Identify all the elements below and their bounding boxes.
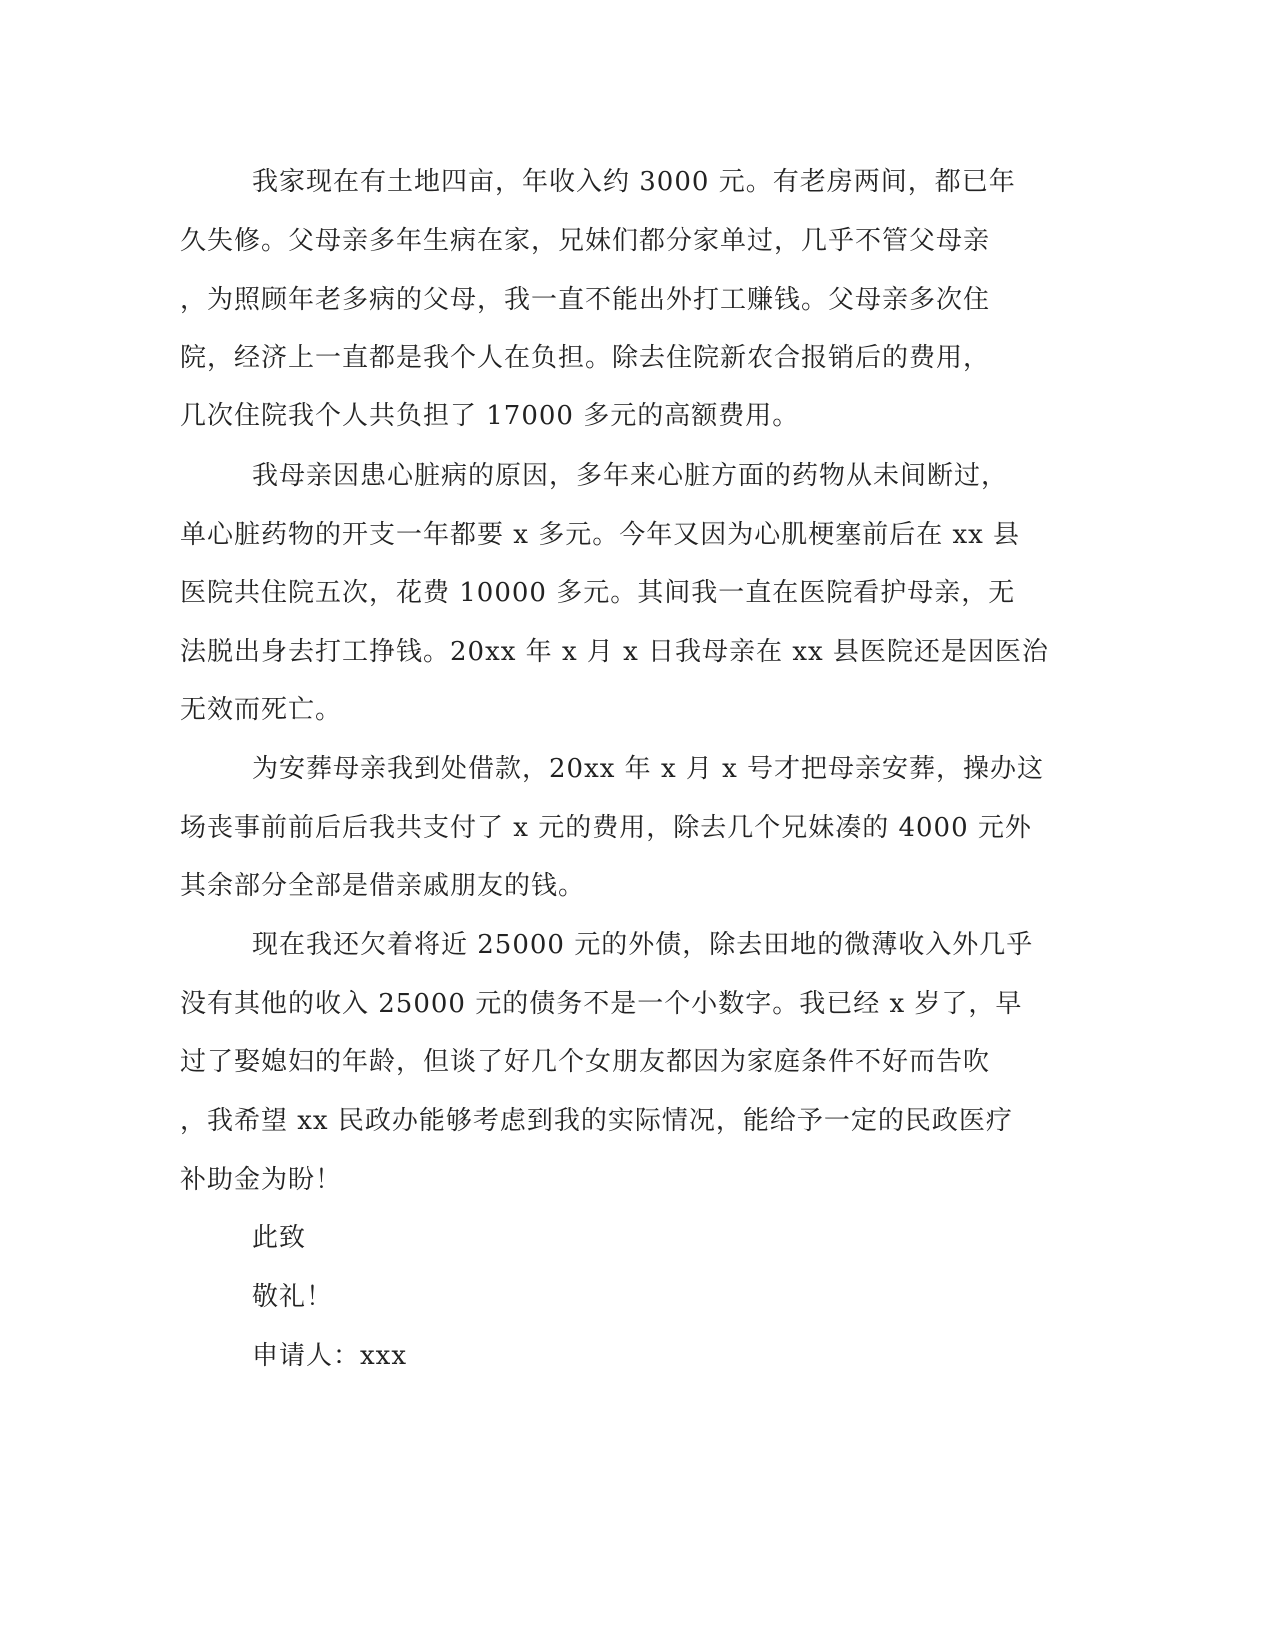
- paragraph-1-line-2: 久失修。父母亲多年生病在家，兄妹们都分家单过，几乎不管父母亲: [180, 226, 991, 256]
- paragraph-4-line-3: 过了娶媳妇的年龄，但谈了好几个女朋友都因为家庭条件不好而告吹: [180, 1047, 991, 1077]
- paragraph-1-line-3: ，为照顾年老多病的父母，我一直不能出外打工赚钱。父母亲多次住: [180, 285, 991, 315]
- paragraph-2-line-3: 医院共住院五次，花费 10000 多元。其间我一直在医院看护母亲，无: [180, 578, 1016, 608]
- paragraph-1-line-1: 我家现在有土地四亩，年收入约 3000 元。有老房两间，都已年: [252, 167, 1016, 197]
- paragraph-2-line-2: 单心脏药物的开支一年都要 x 多元。今年又因为心肌梗塞前后在 xx 县: [180, 520, 1021, 550]
- closing-regards: 敬礼！: [252, 1282, 334, 1312]
- paragraph-3-line-1: 为安葬母亲我到处借款，20xx 年 x 月 x 号才把母亲安葬，操办这: [252, 754, 1045, 784]
- paragraph-2-line-4: 法脱出身去打工挣钱。20xx 年 x 月 x 日我母亲在 xx 县医院还是因医治: [180, 637, 1049, 667]
- paragraph-1-line-4: 院，经济上一直都是我个人在负担。除去住院新农合报销后的费用，: [180, 343, 991, 373]
- paragraph-4-line-2: 没有其他的收入 25000 元的债务不是一个小数字。我已经 x 岁了，早: [180, 989, 1023, 1019]
- closing-salutation: 此致: [252, 1223, 307, 1253]
- paragraph-4-line-5: 补助金为盼！: [180, 1165, 343, 1195]
- applicant-signature: 申请人：xxx: [252, 1341, 407, 1371]
- paragraph-3-line-2: 场丧事前前后后我共支付了 x 元的费用，除去几个兄妹凑的 4000 元外: [180, 813, 1032, 843]
- paragraph-4-line-4: ，我希望 xx 民政办能够考虑到我的实际情况，能给予一定的民政医疗: [180, 1106, 1013, 1136]
- paragraph-3-line-3: 其余部分全部是借亲戚朋友的钱。: [180, 871, 586, 901]
- paragraph-1-line-5: 几次住院我个人共负担了 17000 多元的高额费用。: [180, 401, 800, 431]
- paragraph-2-line-5: 无效而死亡。: [180, 695, 343, 725]
- paragraph-4-line-1: 现在我还欠着将近 25000 元的外债，除去田地的微薄收入外几乎: [252, 930, 1034, 960]
- paragraph-2-line-1: 我母亲因患心脏病的原因，多年来心脏方面的药物从未间断过，: [252, 461, 1009, 491]
